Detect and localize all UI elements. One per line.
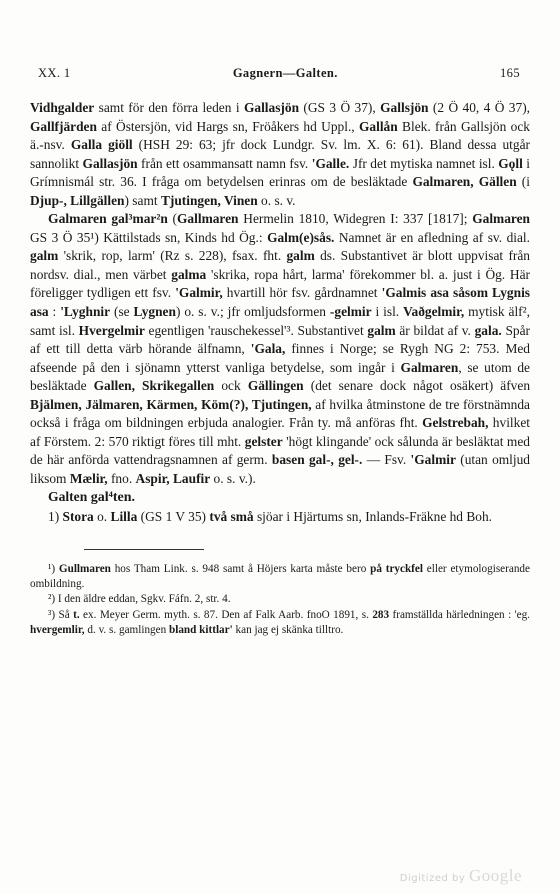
text-run: (i bbox=[516, 174, 530, 190]
paragraph bbox=[30, 488, 530, 508]
bold-term: Gallsjön bbox=[380, 100, 429, 115]
text-run: Spår af ett till detta värb hörande älfnamn, bbox=[30, 322, 530, 357]
bold-term: 'Galmir bbox=[410, 452, 456, 468]
watermark-small: Digitized by bbox=[399, 873, 466, 884]
text-run: hvilket af Förstem. 2: 570 riktigt föres till mht. bbox=[30, 415, 530, 449]
header-left: XX. 1 bbox=[38, 66, 71, 80]
bold-term: Galmaren bbox=[400, 359, 459, 375]
text-run: 'högt klingande' ock sålunda är besläktat med de här anförda vattendragsnamnen af germ. bbox=[30, 433, 530, 468]
text-run: o. s. v. bbox=[257, 192, 296, 208]
bold-term: Gallfjärden bbox=[30, 118, 97, 134]
text-run: ds. Substantivet är blott uppvisat från nordsv. dial., men värbet bbox=[30, 248, 531, 282]
bold-term: Gällingen bbox=[247, 378, 304, 394]
text-run: — Fsv. bbox=[362, 452, 411, 468]
bold-term: 'Gala, bbox=[250, 341, 286, 357]
bold-term: 'Galmir, bbox=[175, 285, 223, 301]
bold-term: gal³mar²n bbox=[106, 211, 168, 227]
running-header bbox=[30, 66, 530, 81]
text-run: ³) Så bbox=[48, 608, 74, 621]
bold-term: hvergemlir, bbox=[30, 624, 85, 637]
text-run: mytisk älf², samt isl. bbox=[30, 304, 530, 338]
bold-term: såsom bbox=[453, 285, 488, 301]
body-text bbox=[30, 99, 530, 527]
text-run: (det senare dock något osäkert) äfven bbox=[303, 378, 531, 394]
text-run: är bildat af v. bbox=[395, 322, 475, 338]
bold-term: Gallen, Skrikegallen bbox=[93, 378, 215, 394]
bold-term: Galten bbox=[48, 489, 88, 505]
footnote-rule bbox=[84, 549, 204, 550]
text-run: i Grímnismál str. 36. I fråga om betydelsen erinras om de besläktade bbox=[30, 155, 530, 190]
bold-term: Lygnis asa bbox=[30, 285, 531, 320]
text-run: 1) bbox=[48, 509, 63, 525]
bold-term: Tjutingen, Vinen bbox=[160, 192, 258, 208]
text-run: af hvilka åtminstone de tre förstnämnda också i fråga om bildningen erbjuda analogier. Från ty. må anföras fht. bbox=[30, 396, 530, 431]
text-run: ²) I den äldre eddan, Sgkv. Fáfn. 2, str. 4. bbox=[48, 593, 231, 606]
watermark-logo: Google bbox=[468, 866, 522, 885]
bold-term: på tryckfel bbox=[370, 562, 423, 575]
text-run: , se utom de besläktade bbox=[30, 359, 530, 394]
footnotes bbox=[30, 562, 530, 639]
bold-term: gala. bbox=[474, 322, 502, 338]
bold-term: Gallmaren bbox=[177, 211, 239, 227]
bold-term: Galm(e)sås. bbox=[267, 229, 335, 245]
text-run: 'skrika, ropa hårt, larma' förekommer bl. a. just i Ög. Här föreligger tydligen ett fsv. bbox=[30, 266, 530, 301]
bold-term: två små bbox=[209, 509, 254, 525]
bold-term: Galmaren bbox=[48, 211, 107, 227]
watermark bbox=[400, 866, 522, 886]
text-run: samt för den förra leden i bbox=[94, 100, 244, 115]
bold-term: 'Galmis asa bbox=[381, 285, 449, 301]
bold-term: gal⁴ten. bbox=[87, 490, 136, 506]
text-run: 'skrik, rop, larm' (Rz s. 228), fsax. fht. bbox=[58, 248, 287, 264]
bold-term: Gallasjön bbox=[82, 155, 138, 171]
paragraph bbox=[30, 210, 530, 488]
text-run: framställda härledningen : 'eg. bbox=[389, 608, 530, 621]
bold-term: Galla bbox=[70, 137, 103, 153]
text-run: o. s. v.). bbox=[210, 470, 256, 486]
text-run: o. bbox=[93, 509, 111, 525]
bold-term: 'Lyghnir bbox=[60, 304, 111, 320]
footnote bbox=[30, 562, 530, 593]
bold-term: Stora bbox=[62, 509, 94, 525]
bold-term: Gelstrebah, bbox=[422, 415, 489, 431]
text-run: Hermelin 1810, Widegren I: 337 [1817]; bbox=[238, 211, 473, 227]
text-run: Namnet är en afledning af sv. dial. bbox=[334, 229, 530, 245]
page-number: 165 bbox=[500, 66, 520, 80]
bold-term: galm bbox=[286, 248, 315, 264]
bold-term: Djup-, Lillgällen bbox=[30, 192, 125, 208]
text-run: : bbox=[48, 304, 61, 320]
bold-term: Galmaren bbox=[472, 211, 530, 227]
text-run: GS 3 Ö 35¹) Kättilstads sn, Kinds hd Ög.: bbox=[30, 229, 268, 245]
bold-term: Lygnen bbox=[133, 304, 176, 320]
text-run: egentligen 'rauschekessel'³. Substantivet bbox=[144, 322, 368, 338]
bold-term: Mælir, bbox=[69, 470, 108, 486]
text-run: Jfr det mytiska namnet isl. bbox=[349, 155, 499, 171]
bold-term: Vidhgalder bbox=[30, 100, 95, 115]
text-run: (GS 1 V 35) bbox=[137, 509, 210, 525]
text-run: hvartill hör fsv. gårdnamnet bbox=[222, 285, 382, 301]
bold-term: Bjälmen, Jälmaren, Kärmen, Köm(?), Tjutingen, bbox=[30, 396, 312, 412]
bold-term: galm bbox=[30, 248, 59, 264]
bold-term: Aspir, Laufir bbox=[135, 470, 211, 486]
text-run: ex. Meyer Germ. myth. s. 87. Den af Falk Aarb. fnoO 1891, s. bbox=[79, 608, 373, 621]
text-run: kan jag ej skänka tilltro. bbox=[232, 624, 344, 637]
bold-term: galm bbox=[367, 322, 396, 338]
paragraph bbox=[30, 508, 530, 527]
footnote bbox=[30, 608, 530, 639]
bold-term: Hvergelmir bbox=[78, 322, 145, 338]
text-run: sjöar i Hjärtums sn, Inlands-Fräkne hd Boh. bbox=[253, 509, 493, 525]
paragraph bbox=[30, 99, 530, 210]
bold-term: 283 bbox=[372, 608, 390, 621]
bold-term: 'Galle. bbox=[311, 155, 350, 171]
bold-term: bland kittlar' bbox=[169, 624, 233, 637]
bold-term: Gallasjön bbox=[243, 100, 300, 115]
bold-term: Gullmaren bbox=[58, 562, 111, 575]
text-run: af Östersjön, vid Hargs sn, Fröåkers hd Uppl., bbox=[96, 118, 359, 134]
text-run: (GS 3 Ö 37), bbox=[299, 100, 381, 115]
bold-term: Galmaren, Gällen bbox=[412, 174, 517, 190]
text-run: ock bbox=[214, 378, 248, 394]
text-run: ¹) bbox=[48, 562, 59, 575]
footnote bbox=[30, 592, 530, 607]
bold-term: galma bbox=[171, 266, 207, 282]
text-run: (se bbox=[110, 304, 134, 320]
text-run: (HSH 29: 63; jfr dock Lundgr. Sv. lm. X. 6: 61). Bland dessa utgår sannolikt bbox=[30, 137, 530, 171]
text-run: Blek. från Gallsjön ock ä.-nsv. bbox=[30, 118, 531, 153]
bold-term: -gelmir bbox=[329, 304, 372, 320]
bold-term: Gǫll bbox=[498, 155, 523, 171]
text-run: ) samt bbox=[124, 192, 161, 208]
bold-term: t. bbox=[73, 608, 80, 621]
text-run: d. v. s. gamlingen bbox=[84, 624, 169, 637]
bold-term: gelster bbox=[244, 433, 283, 449]
text-run: hos Tham Link. s. 948 samt å Höjers karta måste bero bbox=[110, 562, 371, 575]
text-run: fno. bbox=[107, 470, 136, 486]
text-run: i isl. bbox=[371, 304, 404, 320]
text-run: ( bbox=[167, 211, 178, 227]
text-run: (utan omljud liksom bbox=[30, 452, 531, 486]
bold-term: Gallån bbox=[359, 118, 398, 134]
text-run: finnes i Norge; se Rygh NG 2: 753. Med afseende på den i sjönamn ytterst vanliga betydelse, som ingår i bbox=[30, 341, 531, 375]
text-run: från ett osammansatt namn fsv. bbox=[137, 155, 312, 171]
bold-term: gal-, gel-. bbox=[308, 452, 363, 468]
header-title: Gagnern—Galten. bbox=[232, 66, 338, 80]
bold-term: basen bbox=[271, 452, 305, 468]
bold-term: Vaðgelmir, bbox=[403, 304, 465, 320]
text-run: (2 Ö 40, 4 Ö 37), bbox=[428, 100, 530, 115]
bold-term: Lilla bbox=[110, 509, 138, 525]
bold-term: giöll bbox=[108, 137, 133, 153]
text-run: eller etymologiserande ombildning. bbox=[30, 562, 530, 590]
text-run: ) o. s. v.; jfr omljudsformen bbox=[175, 304, 330, 320]
page bbox=[30, 66, 530, 639]
